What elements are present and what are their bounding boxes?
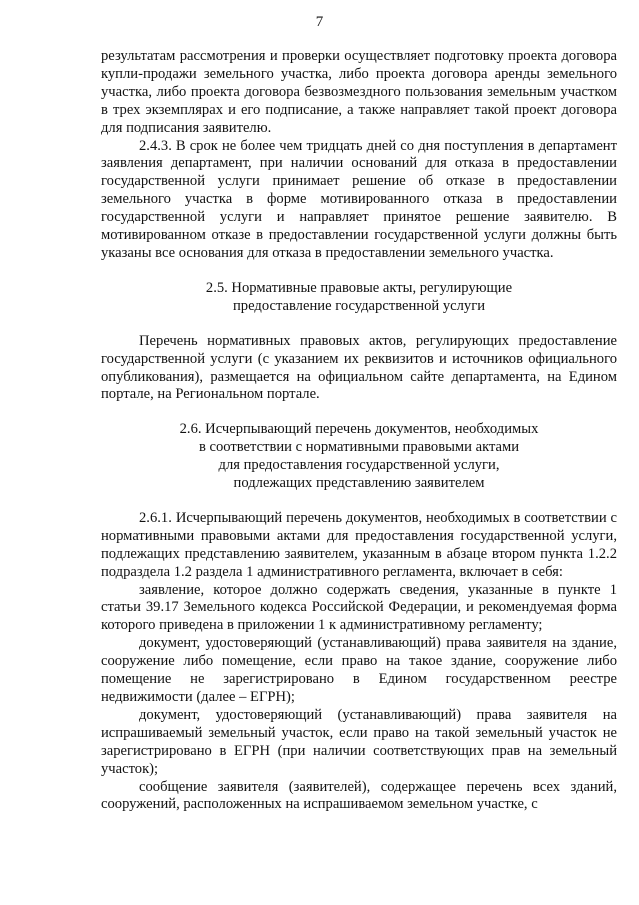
clause-number: 2.6.1. xyxy=(139,509,172,526)
section-heading-2-6 xyxy=(101,421,617,493)
heading-line: для предоставления государственной услуги, xyxy=(218,457,500,474)
list-item-application: заявление, которое должно содержать сведения, указанные в пункте 1 статьи 39.17 Земельного кодекса Российской Федерации, и рекомендуемая форма которого приведена в приложении 1 к административному регламенту; xyxy=(101,581,617,634)
paragraph-continuation: результатам рассмотрения и проверки осуществляет подготовку проекта договора купли-продажи земельного участка, либо проекта договора аренды земельного участка, либо проекта договора безвозмездного пользования земельным участком в трех экземплярах и его подписание, а также направляет такой проект договора для подписания заявителю. xyxy=(101,48,617,136)
list-item-land-rights: документ, удостоверяющий (устанавливающий) права заявителя на испрашиваемый земельный участок, если право на такой земельный участок не зарегистрировано в ЕГРН (при наличии соответствующих прав на земельный участок); xyxy=(101,706,617,777)
clause-number: 2.4.3. xyxy=(139,137,172,154)
list-item-buildings-list: сообщение заявителя (заявителей), содержащее перечень всех зданий, сооружений, расположенных на испрашиваемом земельном участке, с xyxy=(101,778,617,813)
paragraph-2-4-3 xyxy=(101,138,617,263)
paragraph-legal-acts: Перечень нормативных правовых актов, регулирующих предоставление государственной услуги (с указанием их реквизитов и источников официального опубликования), размещается на официальном сайте департамента, на Едином портале, на Региональном портале. xyxy=(101,332,617,403)
heading-line: в соответствии с нормативными правовыми актами xyxy=(198,439,520,456)
section-heading-2-5 xyxy=(101,280,617,316)
paragraph-2-6-1 xyxy=(101,510,617,582)
heading-line: 2.5. Нормативные правовые акты, регулирующие xyxy=(205,279,513,296)
heading-line: предоставление государственной услуги xyxy=(233,297,485,314)
heading-line: подлежащих представлению заявителем xyxy=(233,475,485,492)
clause-text: В срок не более чем тридцать дней со дня поступления в департамент заявления департамент, при наличии оснований для отказа в предоставлении государственной услуги принимает решение об отказе в предоставлении земельного участка в форме мотивированного отказа в предоставлении государственной услуги и направляет принятое решение заявителю. В мотивированном отказе в предоставлении государственной услуги должны быть указаны все основания для отказа в предоставлении земельного участка. xyxy=(101,137,617,261)
list-item-building-rights: документ, удостоверяющий (устанавливающий) права заявителя на здание, сооружение либо помещение, если право на такое здание, сооружение либо помещение не зарегистрировано в Едином государственном реестре недвижимости (далее – ЕГРН); xyxy=(101,635,617,705)
heading-line: 2.6. Исчерпывающий перечень документов, необходимых xyxy=(179,421,539,438)
page-number: 7 xyxy=(315,14,324,30)
document-body xyxy=(101,48,617,814)
clause-text: Исчерпывающий перечень документов, необходимых в соответствии с нормативными правовыми актами для предоставления государственной услуги, подлежащих представлению заявителем, указанным в абзаце втором пункта 1.2.2 подраздела 1.2 раздела 1 административного регламента, включает в себя: xyxy=(101,509,617,580)
